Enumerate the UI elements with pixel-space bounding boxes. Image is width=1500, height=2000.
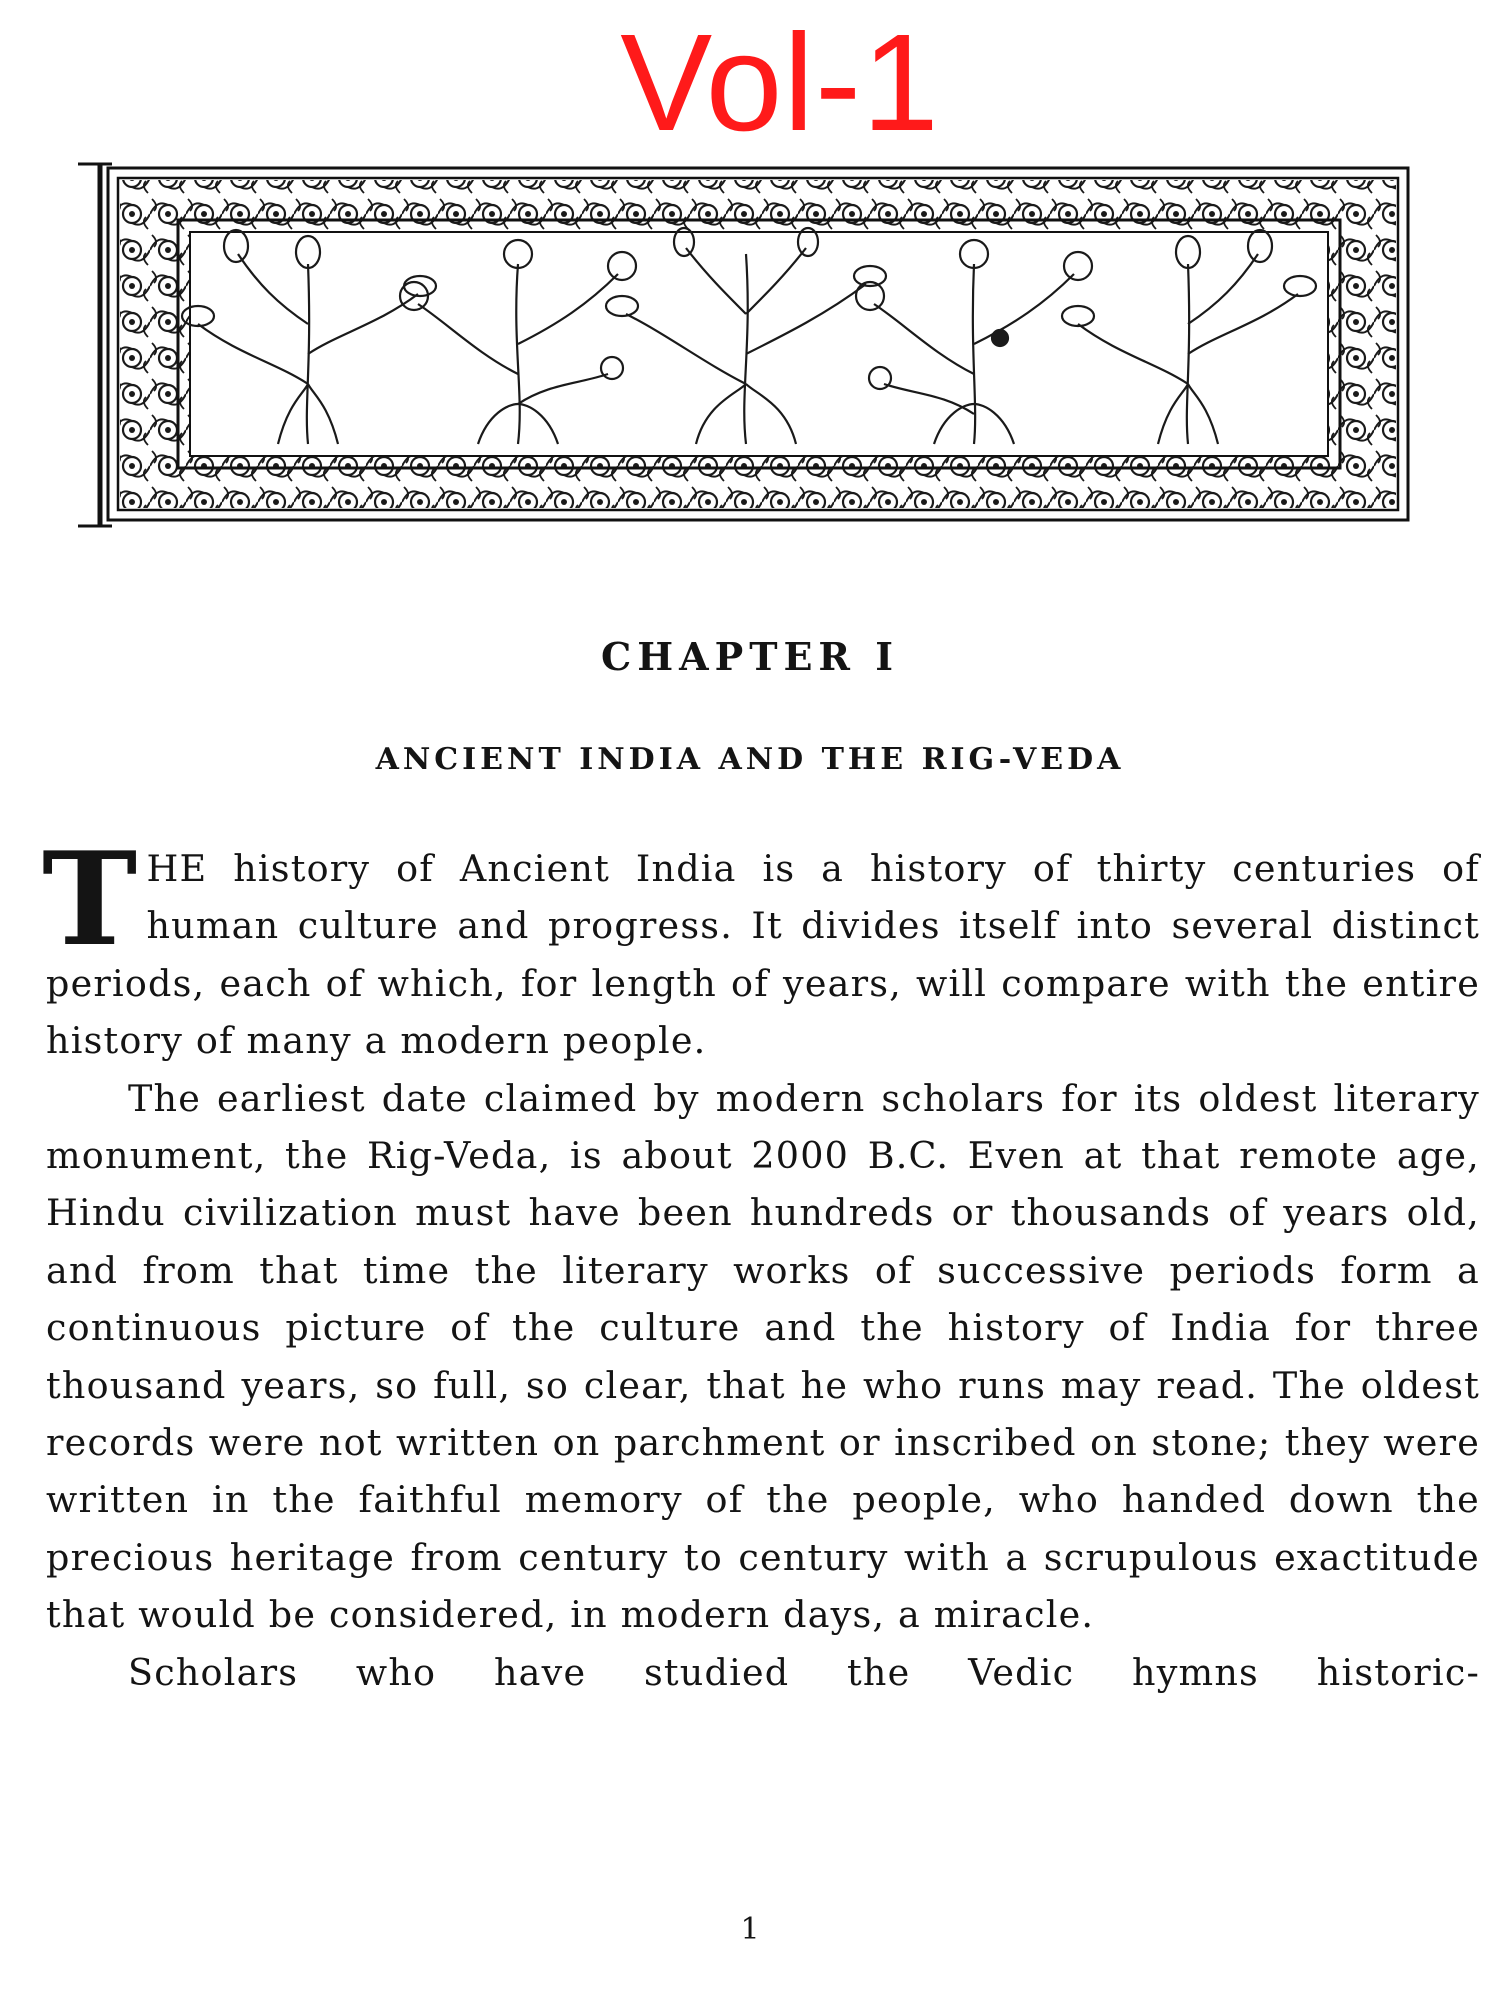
lead-word: HE (146, 847, 208, 890)
chapter-title: ANCIENT INDIA AND THE RIG-VEDA (375, 742, 1125, 777)
paragraph-1 (42, 825, 1480, 1070)
drop-cap: T (42, 825, 139, 975)
paragraph-3 (46, 1644, 1480, 1701)
chapter-heading: CHAPTER I (600, 634, 900, 679)
body-text (42, 825, 1480, 1701)
era-label: B.C. (867, 1134, 950, 1178)
paragraph-1-text: history of Ancient India is a history of thirty centuries of human culture and progress. It divides itself into several distinct periods, each of which, for length of years, will compare with the entire history of many a modern people. (46, 847, 1480, 1063)
paragraph-2-text-a: The earliest date claimed by modern scholars for its oldest literary monument, the Rig-Veda, is about 2000 (46, 1076, 1480, 1178)
page-number: 1 (740, 1912, 760, 1947)
paragraph-3-text: Scholars who have studied the Vedic hymns historic- (128, 1650, 1480, 1694)
volume-label: Vol-1 (620, 6, 940, 160)
paragraph-2-text-b: Even at that remote age, Hindu civilization must have been hundreds or thousands of years old, and from that time the literary works of successive periods form a continuous picture of the culture and the history of India for three thousand years, so full, so clear, that he who runs may read. The oldest records were not written on parchment or inscribed on stone; they were written in the faithful memory of the people, who handed down the precious heritage from century to century with a scrupulous exactitude that would be considered, in modern days, a miracle. (46, 1134, 1480, 1637)
paragraph-2 (46, 1070, 1480, 1644)
floral-border-icon (78, 160, 1414, 530)
